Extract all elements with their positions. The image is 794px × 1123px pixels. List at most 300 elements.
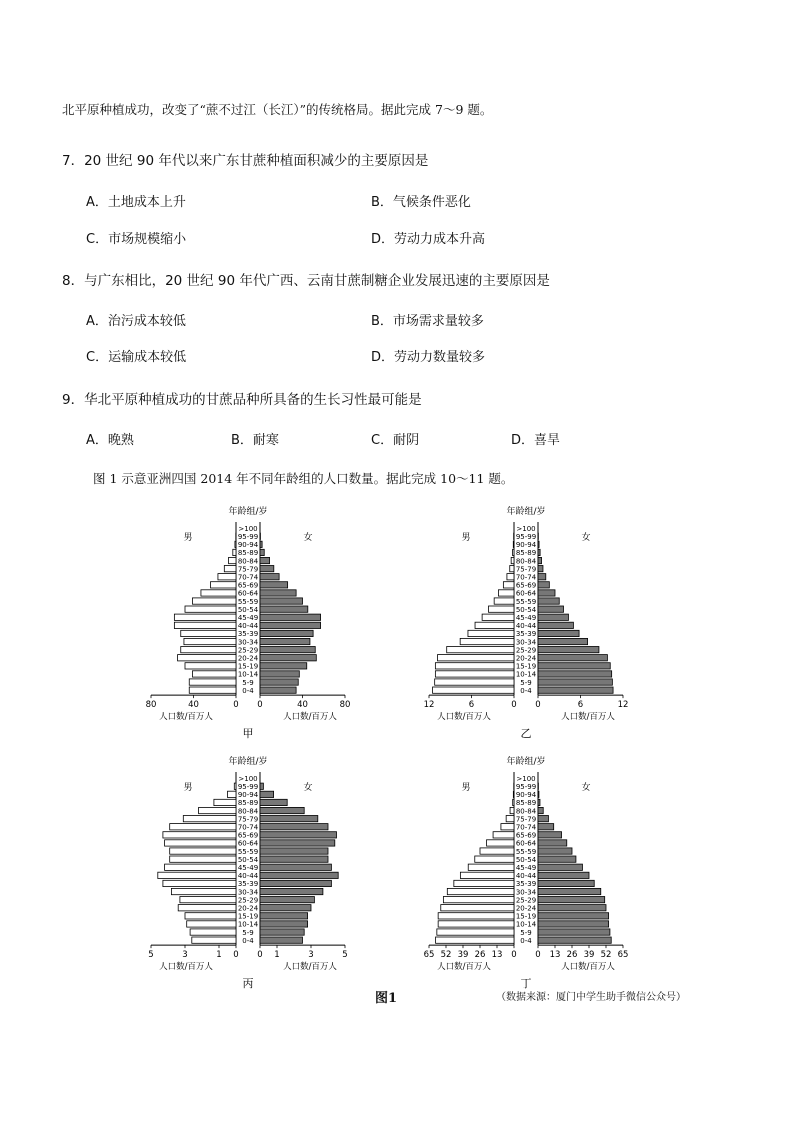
age-group-label: 90-94 — [237, 541, 259, 550]
female-bar — [260, 937, 303, 943]
age-group-label: 20-24 — [515, 654, 537, 663]
male-bar — [170, 824, 236, 830]
age-group-label: 30-34 — [237, 638, 259, 647]
age-group-label: 80-84 — [515, 807, 537, 816]
male-bar — [443, 897, 514, 903]
age-group-label: 60-64 — [237, 839, 259, 848]
male-bar — [498, 590, 514, 596]
age-group-label: 95-99 — [237, 533, 259, 541]
female-bar — [260, 816, 318, 822]
age-group-label: 10-14 — [237, 920, 259, 929]
female-bar — [538, 655, 607, 661]
male-bar — [185, 913, 236, 919]
question-9: 9．华北平原种植成功的甘蔗品种所具备的生长习性最可能是 — [62, 392, 422, 408]
female-bar — [260, 541, 262, 547]
age-group-label: 20-24 — [237, 654, 259, 663]
female-bar — [538, 598, 559, 604]
female-bar — [260, 807, 304, 813]
male-bar — [454, 880, 514, 886]
age-group-label: 70-74 — [515, 823, 537, 832]
male-bar — [510, 807, 514, 813]
female-bar — [260, 783, 263, 789]
male-bar — [192, 937, 236, 943]
x-tick-label: 0 — [535, 700, 541, 711]
age-group-label: 10-14 — [237, 670, 259, 679]
age-group-label: 0-4 — [520, 686, 532, 695]
female-bar — [260, 880, 331, 886]
age-group-label: >100 — [238, 774, 258, 783]
male-bar — [513, 799, 514, 805]
age-group-label: 55-59 — [515, 847, 537, 856]
female-bar — [538, 937, 611, 943]
male-bar — [174, 622, 236, 628]
female-bar — [260, 590, 296, 596]
age-axis-label: 年龄组/岁 — [228, 507, 268, 517]
age-group-label: 60-64 — [515, 839, 537, 848]
female-bar — [538, 832, 562, 838]
male-bar — [165, 840, 236, 846]
female-bar — [260, 622, 321, 628]
question-8: 8．与广东相比，20 世纪 90 年代广西、云南甘蔗制糖企业发展迅速的主要原因是 — [62, 273, 550, 289]
male-bar — [189, 687, 236, 693]
female-bar — [538, 848, 572, 854]
x-axis-label-male: 人口数/百万人 — [437, 962, 491, 973]
figure-caption: 图1 — [375, 991, 398, 1006]
male-bar — [489, 606, 515, 612]
female-bar — [260, 856, 328, 862]
x-tick-label: 52 — [600, 950, 612, 961]
male-bar — [494, 598, 514, 604]
male-bar — [513, 549, 514, 555]
female-bar — [538, 799, 540, 805]
x-tick-label: 0 — [511, 700, 517, 711]
pyramid-bing — [133, 752, 363, 991]
male-bar — [447, 888, 514, 894]
male-bar — [475, 856, 514, 862]
male-bar — [180, 897, 236, 903]
male-bar — [192, 598, 236, 604]
age-group-label: 50-54 — [237, 855, 259, 864]
female-bar — [260, 913, 308, 919]
age-group-label: 80-84 — [237, 557, 259, 566]
option-8b: B．市场需求量较多 — [371, 314, 484, 329]
female-bar — [538, 590, 555, 596]
age-group-label: 30-34 — [237, 888, 259, 897]
age-group-label: 10-14 — [515, 920, 537, 929]
age-group-label: 25-29 — [237, 646, 259, 655]
male-bar — [482, 614, 514, 620]
female-bar — [538, 582, 549, 588]
age-group-label: 50-54 — [237, 605, 259, 614]
age-group-label: 60-64 — [237, 589, 259, 598]
x-axis-label-female: 人口数/百万人 — [561, 962, 615, 973]
female-bar — [538, 638, 588, 644]
x-tick-label: 39 — [457, 950, 469, 961]
male-bar — [185, 606, 236, 612]
age-group-label: 80-84 — [237, 807, 259, 816]
age-group-label: 50-54 — [515, 605, 537, 614]
male-bar — [447, 647, 514, 653]
option-8d: D．劳动力数量较多 — [371, 350, 486, 365]
age-group-label: 40-44 — [515, 622, 537, 631]
age-group-label: 35-39 — [237, 880, 259, 889]
option-7a: A．土地成本上升 — [86, 195, 186, 210]
age-group-label: 50-54 — [515, 855, 537, 864]
x-tick-label: 80 — [339, 700, 351, 711]
x-tick-label: 12 — [423, 700, 435, 711]
male-bar — [501, 824, 514, 830]
x-tick-label: 52 — [440, 950, 452, 961]
female-label: 女 — [581, 783, 591, 793]
age-group-label: 65-69 — [515, 831, 537, 840]
female-bar — [260, 606, 308, 612]
female-bar — [538, 929, 610, 935]
female-bar — [260, 848, 328, 854]
male-bar — [460, 872, 514, 878]
x-tick-label: 26 — [566, 950, 578, 961]
male-bar — [437, 929, 514, 935]
male-bar — [433, 687, 514, 693]
x-tick-label: 39 — [583, 950, 595, 961]
x-tick-label: 6 — [468, 700, 475, 711]
male-bar — [460, 638, 514, 644]
female-bar — [538, 541, 539, 547]
passage-intro: 北平原种植成功，改变了“蔗不过江（长江）”的传统格局。据此完成 7～9 题。 — [62, 102, 493, 117]
pyramid-jia — [133, 502, 363, 741]
male-bar — [506, 816, 514, 822]
x-tick-label: 12 — [617, 700, 629, 711]
age-group-label: 25-29 — [237, 896, 259, 905]
male-bar — [235, 541, 236, 547]
age-group-label: 35-39 — [237, 630, 259, 639]
female-bar — [260, 671, 299, 677]
age-group-label: 65-69 — [237, 581, 259, 590]
x-axis-label-male: 人口数/百万人 — [159, 712, 213, 723]
female-bar — [260, 687, 296, 693]
age-group-label: 95-99 — [237, 783, 259, 791]
female-bar — [260, 872, 338, 878]
male-bar — [170, 848, 236, 854]
x-tick-label: 0 — [535, 950, 541, 961]
male-bar — [181, 647, 236, 653]
female-bar — [260, 582, 288, 588]
female-bar — [260, 614, 321, 620]
female-bar — [538, 824, 554, 830]
male-bar — [187, 921, 236, 927]
female-bar — [260, 921, 308, 927]
age-group-label: 55-59 — [237, 847, 259, 856]
female-bar — [538, 671, 612, 677]
female-bar — [260, 864, 331, 870]
age-group-label: 10-14 — [515, 670, 537, 679]
male-bar — [201, 590, 236, 596]
female-bar — [538, 791, 539, 797]
female-label: 女 — [303, 533, 313, 543]
x-tick-label: 26 — [474, 950, 486, 961]
female-bar — [538, 840, 567, 846]
male-bar — [190, 929, 236, 935]
age-group-label: 85-89 — [515, 799, 537, 808]
male-bar — [192, 671, 236, 677]
male-bar — [513, 791, 514, 797]
female-bar — [260, 799, 287, 805]
female-bar — [538, 606, 564, 612]
male-bar — [435, 679, 514, 685]
age-group-label: 15-19 — [237, 912, 259, 921]
x-tick-label: 40 — [297, 700, 308, 711]
pyramid-name: 丙 — [242, 977, 254, 991]
x-tick-label: 3 — [182, 950, 188, 961]
female-bar — [260, 647, 315, 653]
age-group-label: 5-9 — [242, 678, 254, 687]
option-9b: B．耐寒 — [231, 433, 279, 448]
figure-intro: 图 1 示意亚洲四国 2014 年不同年龄组的人口数量。据此完成 10～11 题。 — [93, 471, 514, 486]
option-8c: C．运输成本较低 — [86, 350, 187, 365]
x-axis-label-male: 人口数/百万人 — [159, 962, 213, 973]
x-tick-label: 0 — [257, 950, 263, 961]
female-bar — [260, 655, 316, 661]
female-bar — [538, 905, 606, 911]
male-bar — [171, 888, 236, 894]
x-tick-label: 0 — [257, 700, 263, 711]
x-tick-label: 65 — [617, 950, 629, 961]
x-axis-label-female: 人口数/百万人 — [283, 712, 337, 723]
x-tick-label: 80 — [145, 700, 157, 711]
age-group-label: 90-94 — [237, 791, 259, 800]
age-group-label: 30-34 — [515, 638, 537, 647]
female-label: 女 — [581, 533, 591, 543]
option-7d: D．劳动力成本升高 — [371, 232, 486, 247]
male-bar — [183, 816, 236, 822]
age-group-label: 65-69 — [515, 581, 537, 590]
male-bar — [228, 791, 237, 797]
age-group-label: 90-94 — [515, 791, 537, 800]
male-bar — [435, 663, 514, 669]
age-group-label: 15-19 — [237, 662, 259, 671]
age-group-label: 20-24 — [237, 904, 259, 913]
female-bar — [260, 929, 304, 935]
x-tick-label: 6 — [577, 700, 584, 711]
female-bar — [260, 840, 335, 846]
female-bar — [538, 630, 579, 636]
age-group-label: 20-24 — [515, 904, 537, 913]
female-bar — [260, 566, 274, 572]
option-9d: D．喜旱 — [511, 433, 561, 448]
female-bar — [538, 921, 609, 927]
pyramid-name: 甲 — [242, 727, 254, 741]
age-group-label: 25-29 — [515, 646, 537, 655]
x-tick-label: 0 — [233, 700, 239, 711]
age-group-label: 80-84 — [515, 557, 537, 566]
female-bar — [260, 824, 328, 830]
x-tick-label: 13 — [491, 950, 503, 961]
age-group-label: 40-44 — [515, 872, 537, 881]
age-group-label: 90-94 — [515, 541, 537, 550]
age-group-label: >100 — [238, 524, 258, 533]
male-bar — [174, 614, 236, 620]
age-group-label: 60-64 — [515, 589, 537, 598]
age-group-label: 15-19 — [515, 912, 537, 921]
age-group-label: 85-89 — [237, 549, 259, 558]
age-group-label: 85-89 — [515, 549, 537, 558]
male-bar — [475, 622, 514, 628]
male-label: 男 — [183, 533, 193, 543]
x-tick-label: 1 — [216, 950, 222, 961]
male-bar — [229, 557, 236, 563]
female-bar — [538, 880, 594, 886]
x-tick-label: 40 — [188, 700, 199, 711]
age-group-label: >100 — [516, 524, 536, 533]
age-group-label: 75-79 — [515, 815, 537, 824]
male-bar — [438, 655, 515, 661]
age-group-label: 70-74 — [237, 823, 259, 832]
female-label: 女 — [303, 783, 313, 793]
female-bar — [538, 864, 582, 870]
female-bar — [538, 897, 605, 903]
male-bar — [436, 937, 514, 943]
x-tick-label: 0 — [511, 950, 517, 961]
male-label: 男 — [461, 533, 471, 543]
x-tick-label: 13 — [549, 950, 561, 961]
male-bar — [438, 913, 514, 919]
male-bar — [189, 679, 236, 685]
age-group-label: 70-74 — [515, 573, 537, 582]
female-bar — [260, 679, 298, 685]
x-tick-label: 5 — [148, 950, 154, 961]
option-7b: B．气候条件恶化 — [371, 195, 471, 210]
option-9a: A．晚熟 — [86, 433, 134, 448]
male-bar — [233, 549, 236, 555]
female-bar — [538, 647, 599, 653]
pyramid-ding — [411, 752, 641, 991]
male-bar — [507, 574, 514, 580]
age-group-label: 65-69 — [237, 831, 259, 840]
age-axis-label: 年龄组/岁 — [228, 757, 268, 767]
male-bar — [438, 921, 514, 927]
female-bar — [260, 888, 323, 894]
x-axis-label-male: 人口数/百万人 — [437, 712, 491, 723]
female-bar — [538, 557, 542, 563]
source-note: （数据来源：厦门中学生助手微信公众号） — [496, 992, 686, 1003]
age-group-label: 55-59 — [515, 597, 537, 606]
age-group-label: 30-34 — [515, 888, 537, 897]
female-bar — [538, 574, 546, 580]
age-group-label: 95-99 — [515, 783, 537, 791]
female-bar — [538, 663, 610, 669]
female-bar — [260, 638, 310, 644]
x-tick-label: 5 — [342, 950, 348, 961]
male-bar — [511, 557, 514, 563]
age-group-label: 85-89 — [237, 799, 259, 808]
female-bar — [538, 549, 540, 555]
female-bar — [260, 549, 264, 555]
age-group-label: 0-4 — [242, 936, 254, 945]
male-bar — [178, 905, 236, 911]
male-bar — [165, 864, 236, 870]
x-tick-label: 65 — [423, 950, 435, 961]
male-bar — [163, 880, 236, 886]
female-bar — [538, 856, 576, 862]
age-group-label: 45-49 — [515, 614, 537, 622]
male-bar — [503, 582, 514, 588]
male-label: 男 — [461, 783, 471, 793]
male-label: 男 — [183, 783, 193, 793]
male-bar — [224, 566, 236, 572]
female-bar — [538, 807, 543, 813]
female-bar — [260, 832, 337, 838]
male-bar — [468, 630, 514, 636]
age-group-label: 45-49 — [515, 864, 537, 872]
male-bar — [185, 663, 236, 669]
male-bar — [178, 655, 236, 661]
age-group-label: 40-44 — [237, 622, 259, 631]
male-bar — [441, 905, 514, 911]
male-bar — [468, 864, 514, 870]
age-group-label: 35-39 — [515, 880, 537, 889]
female-bar — [260, 897, 314, 903]
age-group-label: 5-9 — [520, 928, 532, 937]
pyramid-name: 丁 — [520, 977, 532, 991]
age-group-label: >100 — [516, 774, 536, 783]
option-7c: C．市场规模缩小 — [86, 232, 187, 247]
male-bar — [487, 840, 514, 846]
male-bar — [163, 832, 236, 838]
x-tick-label: 1 — [274, 950, 280, 961]
age-group-label: 5-9 — [520, 678, 532, 687]
female-bar — [260, 557, 270, 563]
male-bar — [214, 799, 236, 805]
female-bar — [538, 614, 568, 620]
male-bar — [480, 848, 514, 854]
age-axis-label: 年龄组/岁 — [506, 507, 546, 517]
female-bar — [538, 816, 548, 822]
age-group-label: 5-9 — [242, 928, 254, 937]
age-group-label: 95-99 — [515, 533, 537, 541]
female-bar — [538, 888, 601, 894]
age-group-label: 0-4 — [242, 686, 254, 695]
female-bar — [538, 687, 613, 693]
male-bar — [199, 807, 236, 813]
pyramid-name: 乙 — [520, 727, 532, 741]
female-bar — [538, 566, 543, 572]
male-bar — [435, 671, 514, 677]
age-group-label: 15-19 — [515, 662, 537, 671]
age-group-label: 45-49 — [237, 864, 259, 872]
age-group-label: 70-74 — [237, 573, 259, 582]
female-bar — [260, 791, 274, 797]
female-bar — [538, 872, 589, 878]
age-group-label: 75-79 — [237, 565, 259, 574]
age-group-label: 75-79 — [237, 815, 259, 824]
female-bar — [538, 913, 609, 919]
x-tick-label: 3 — [308, 950, 314, 961]
age-group-label: 75-79 — [515, 565, 537, 574]
female-bar — [260, 905, 311, 911]
male-bar — [181, 630, 236, 636]
male-bar — [510, 566, 514, 572]
age-group-label: 40-44 — [237, 872, 259, 881]
male-bar — [513, 541, 514, 547]
male-bar — [184, 638, 236, 644]
male-bar — [158, 872, 236, 878]
option-9c: C．耐阴 — [371, 433, 420, 448]
x-tick-label: 0 — [233, 950, 239, 961]
question-7: 7．20 世纪 90 年代以来广东甘蔗种植面积减少的主要原因是 — [62, 153, 429, 169]
female-bar — [538, 679, 612, 685]
age-group-label: 25-29 — [515, 896, 537, 905]
pyramid-yi — [411, 502, 641, 741]
age-group-label: 35-39 — [515, 630, 537, 639]
